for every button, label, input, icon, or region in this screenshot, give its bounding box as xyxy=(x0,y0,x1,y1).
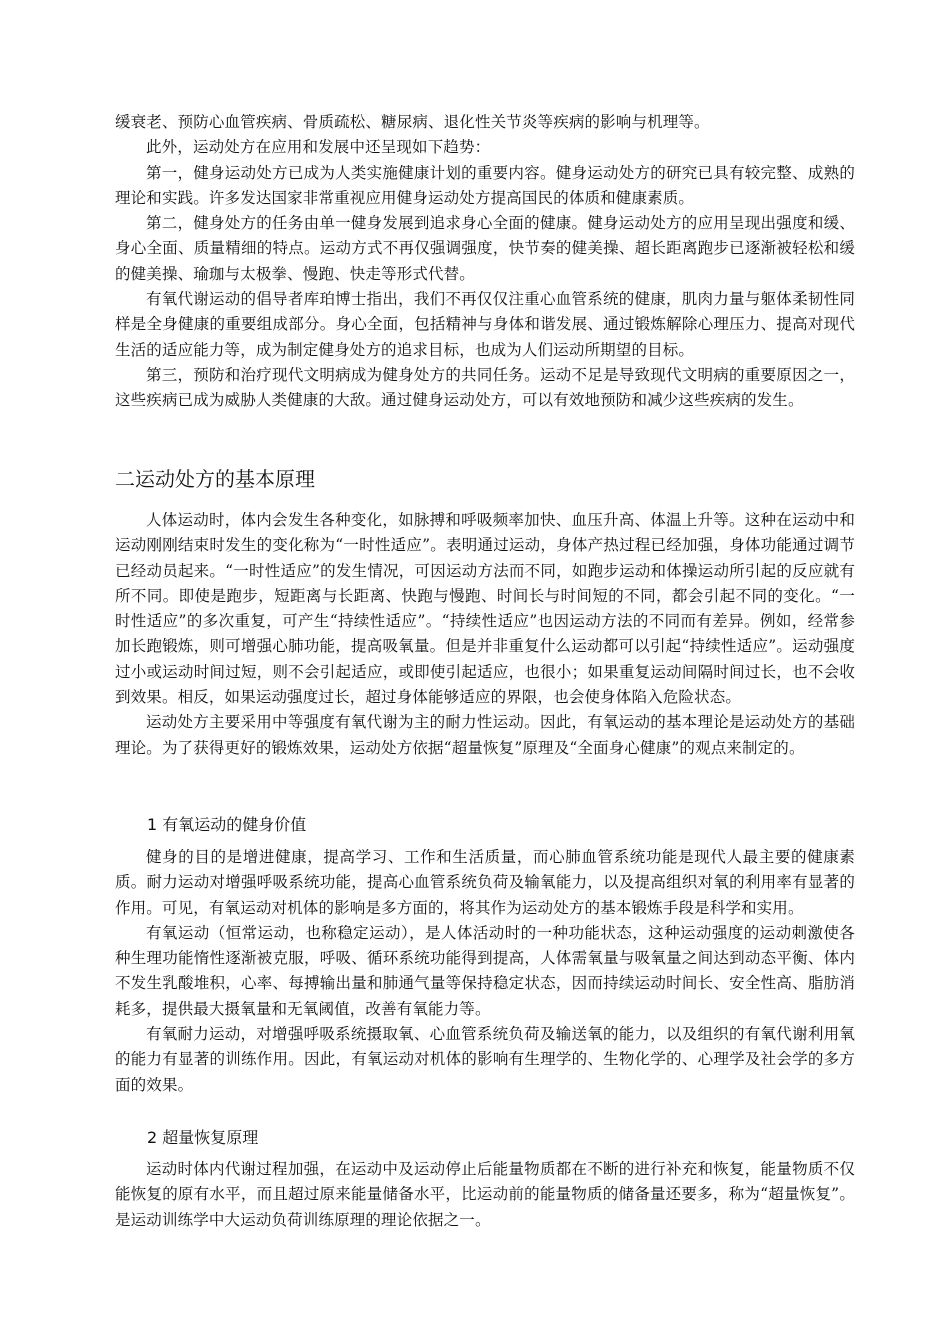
paragraph: 第一，健身运动处方已成为人类实施健康计划的重要内容。健身运动处方的研究已具有较完整、成熟的理论和实践。许多发达国家非常重视应用健身运动处方提高国民的体质和健康素质。 xyxy=(115,163,855,207)
paragraph: 缓衰老、预防心血管疾病、骨质疏松、糖尿病、退化性关节炎等疾病的影响与机理等。 xyxy=(115,113,710,131)
subsection-1-heading xyxy=(115,813,855,837)
subsection-2-heading xyxy=(115,1126,855,1150)
subsection-2 xyxy=(115,1157,855,1233)
section-title: 二运动处方的基本原理 xyxy=(115,467,315,491)
intro-section xyxy=(115,110,855,414)
paragraph: 第三，预防和治疗现代文明病成为健身处方的共同任务。运动不足是导致现代文明病的重要原因之一，这些疾病已成为威胁人类健康的大敌。通过健身运动处方，可以有效地预防和减少这些疾病的发生。 xyxy=(115,365,855,410)
subsection-1 xyxy=(115,845,855,1098)
paragraph: 有氧耐力运动，对增强呼吸系统摄取氧、心血管系统负荷及输送氧的能力，以及组织的有氧代谢利用氧的能力有显著的训练作用。因此，有氧运动对机体的影响有生理学的、生物化学的、心理学及社会学的多方面的效果。 xyxy=(115,1025,855,1094)
subsection-title: 2 超量恢复原理 xyxy=(147,1128,259,1147)
section-heading-block xyxy=(115,465,855,493)
paragraph: 人体运动时，体内会发生各种变化，如脉搏和呼吸频率加快、血压升高、体温上升等。这种在运动中和运动刚刚结束时发生的变化称为“一时性适应”。表明通过运动，身体产热过程已经加强，身体功能通过调节已经动员起来。“一时性适应”的发生情况，可因运动方法而不同，如跑步运动和体操运动所引起的反应就有所不同。即使是跑步，短距离与长距离、快跑与慢跑、时间长与时间短的不同，都会引起不同的变化。“一时性适应”的多次重复，可产生“持续性适应”。“持续性适应”也因运动方法的不同而有差异。例如，经常参加长跑锻炼，则可增强心肺功能，提高吸氧量。但是并非重复什么运动都可以引起“持续性适应”。运动强度过小或运动时间过短，则不会引起适应，或即使引起适应，也很小；如果重复运动间隔时间过长，也不会收到效果。相反，如果运动强度过长，超过身体能够适应的界限，也会使身体陷入危险状态。 xyxy=(115,511,855,707)
paragraph: 第二，健身处方的任务由单一健身发展到追求身心全面的健康。健身运动处方的应用呈现出强度和缓、身心全面、质量精细的特点。运动方式不再仅强调强度，快节奏的健美操、超长距离跑步已逐渐被轻松和缓的健美操、瑜珈与太极拳、慢跑、快走等形式代替。 xyxy=(115,214,855,283)
subsection-title: 1 有氧运动的健身价值 xyxy=(147,815,307,834)
principles-section xyxy=(115,508,855,761)
paragraph: 健身的目的是增进健康，提高学习、工作和生活质量，而心肺血管系统功能是现代人最主要的健康素质。耐力运动对增强呼吸系统功能，提高心血管系统负荷及输氧能力，以及提高组织对氧的利用率有显著的作用。可见，有氧运动对机体的影响是多方面的，将其作为运动处方的基本锻炼手段是科学和实用。 xyxy=(115,848,855,917)
paragraph: 此外，运动处方在应用和发展中还呈现如下趋势： xyxy=(146,138,491,157)
paragraph: 运动处方主要采用中等强度有氧代谢为主的耐力性运动。因此，有氧运动的基本理论是运动处方的基础理论。为了获得更好的锻炼效果，运动处方依据“超量恢复”原理及“全面身心健康”的观点来制定的。 xyxy=(115,713,855,757)
paragraph: 运动时体内代谢过程加强，在运动中及运动停止后能量物质都在不断的进行补充和恢复，能量物质不仅能恢复的原有水平，而且超过原来能量储备水平，比运动前的能量物质的储备量还要多，称为“超量恢复”。是运动训练学中大运动负荷训练原理的理论依据之一。 xyxy=(115,1160,855,1229)
paragraph: 有氧运动（恒常运动，也称稳定运动），是人体活动时的一种功能状态，这种运动强度的运动刺激使各种生理功能惰性逐渐被克服，呼吸、循环系统功能得到提高，人体需氧量与吸氧量之间达到动态平衡、体内不发生乳酸堆积，心率、每搏输出量和肺通气量等保持稳定状态，因而持续运动时间长、安全性高、脂肪消耗多，提供最大摄氧量和无氧阈值，改善有氧能力等。 xyxy=(115,923,855,1018)
paragraph: 有氧代谢运动的倡导者库珀博士指出，我们不再仅仅注重心血管系统的健康，肌肉力量与躯体柔韧性同样是全身健康的重要组成部分。身心全面，包括精神与身体和谐发展、通过锻炼解除心理压力、提高对现代生活的适应能力等，成为制定健身处方的追求目标，也成为人们运动所期望的目标。 xyxy=(115,290,855,359)
